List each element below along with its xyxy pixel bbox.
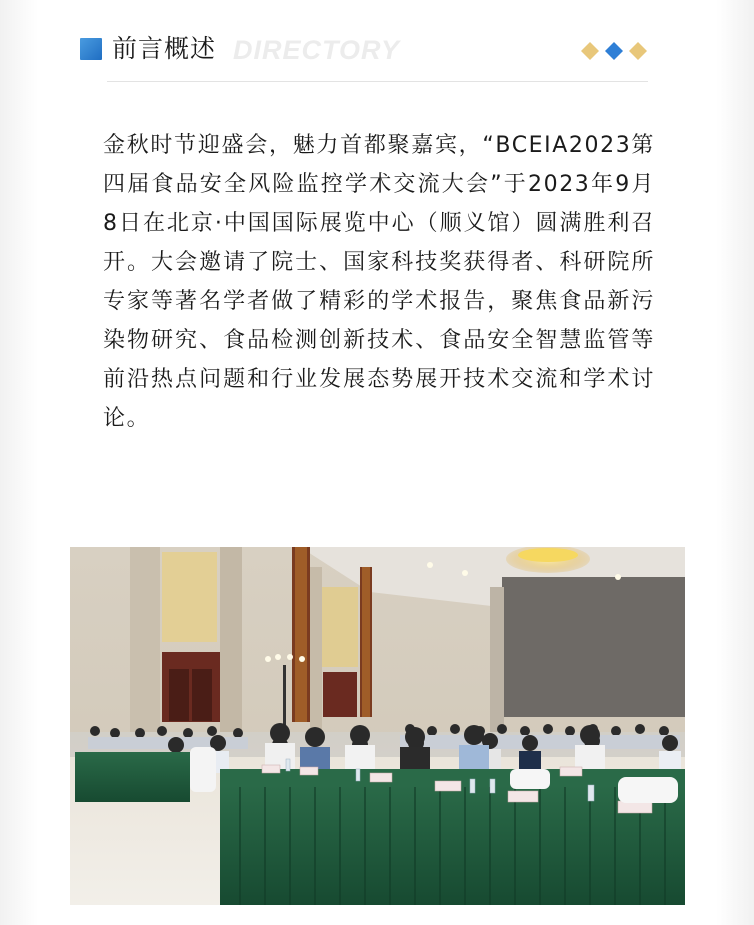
left-edge-shade	[0, 0, 38, 925]
conference-photo-illustration	[70, 547, 685, 905]
section-header	[80, 30, 648, 70]
right-edge-shade	[716, 0, 754, 925]
square-bullet-icon	[80, 38, 102, 60]
diamonds-icon	[580, 41, 648, 61]
section-title: 前言概述	[112, 34, 217, 63]
intro-paragraph: 金秋时节迎盛会，魅力首都聚嘉宾，“BCEIA2023第四届食品安全风险监控学术交流大会”于2023年9月8日在北京·中国国际展览中心（顺义馆）圆满胜利召开。大会邀请了院士、国家科技奖获得者、科研院所专家等著名学者做了精彩的学术报告，聚焦食品新污染物研究、食品检测创新技术、食品安全智慧监管等前沿热点问题和行业发展态势展开技术交流和学术讨论。	[103, 133, 655, 431]
header-divider	[107, 81, 648, 82]
header-watermark: DIRECTORY	[233, 35, 401, 65]
conference-photo	[70, 547, 685, 905]
